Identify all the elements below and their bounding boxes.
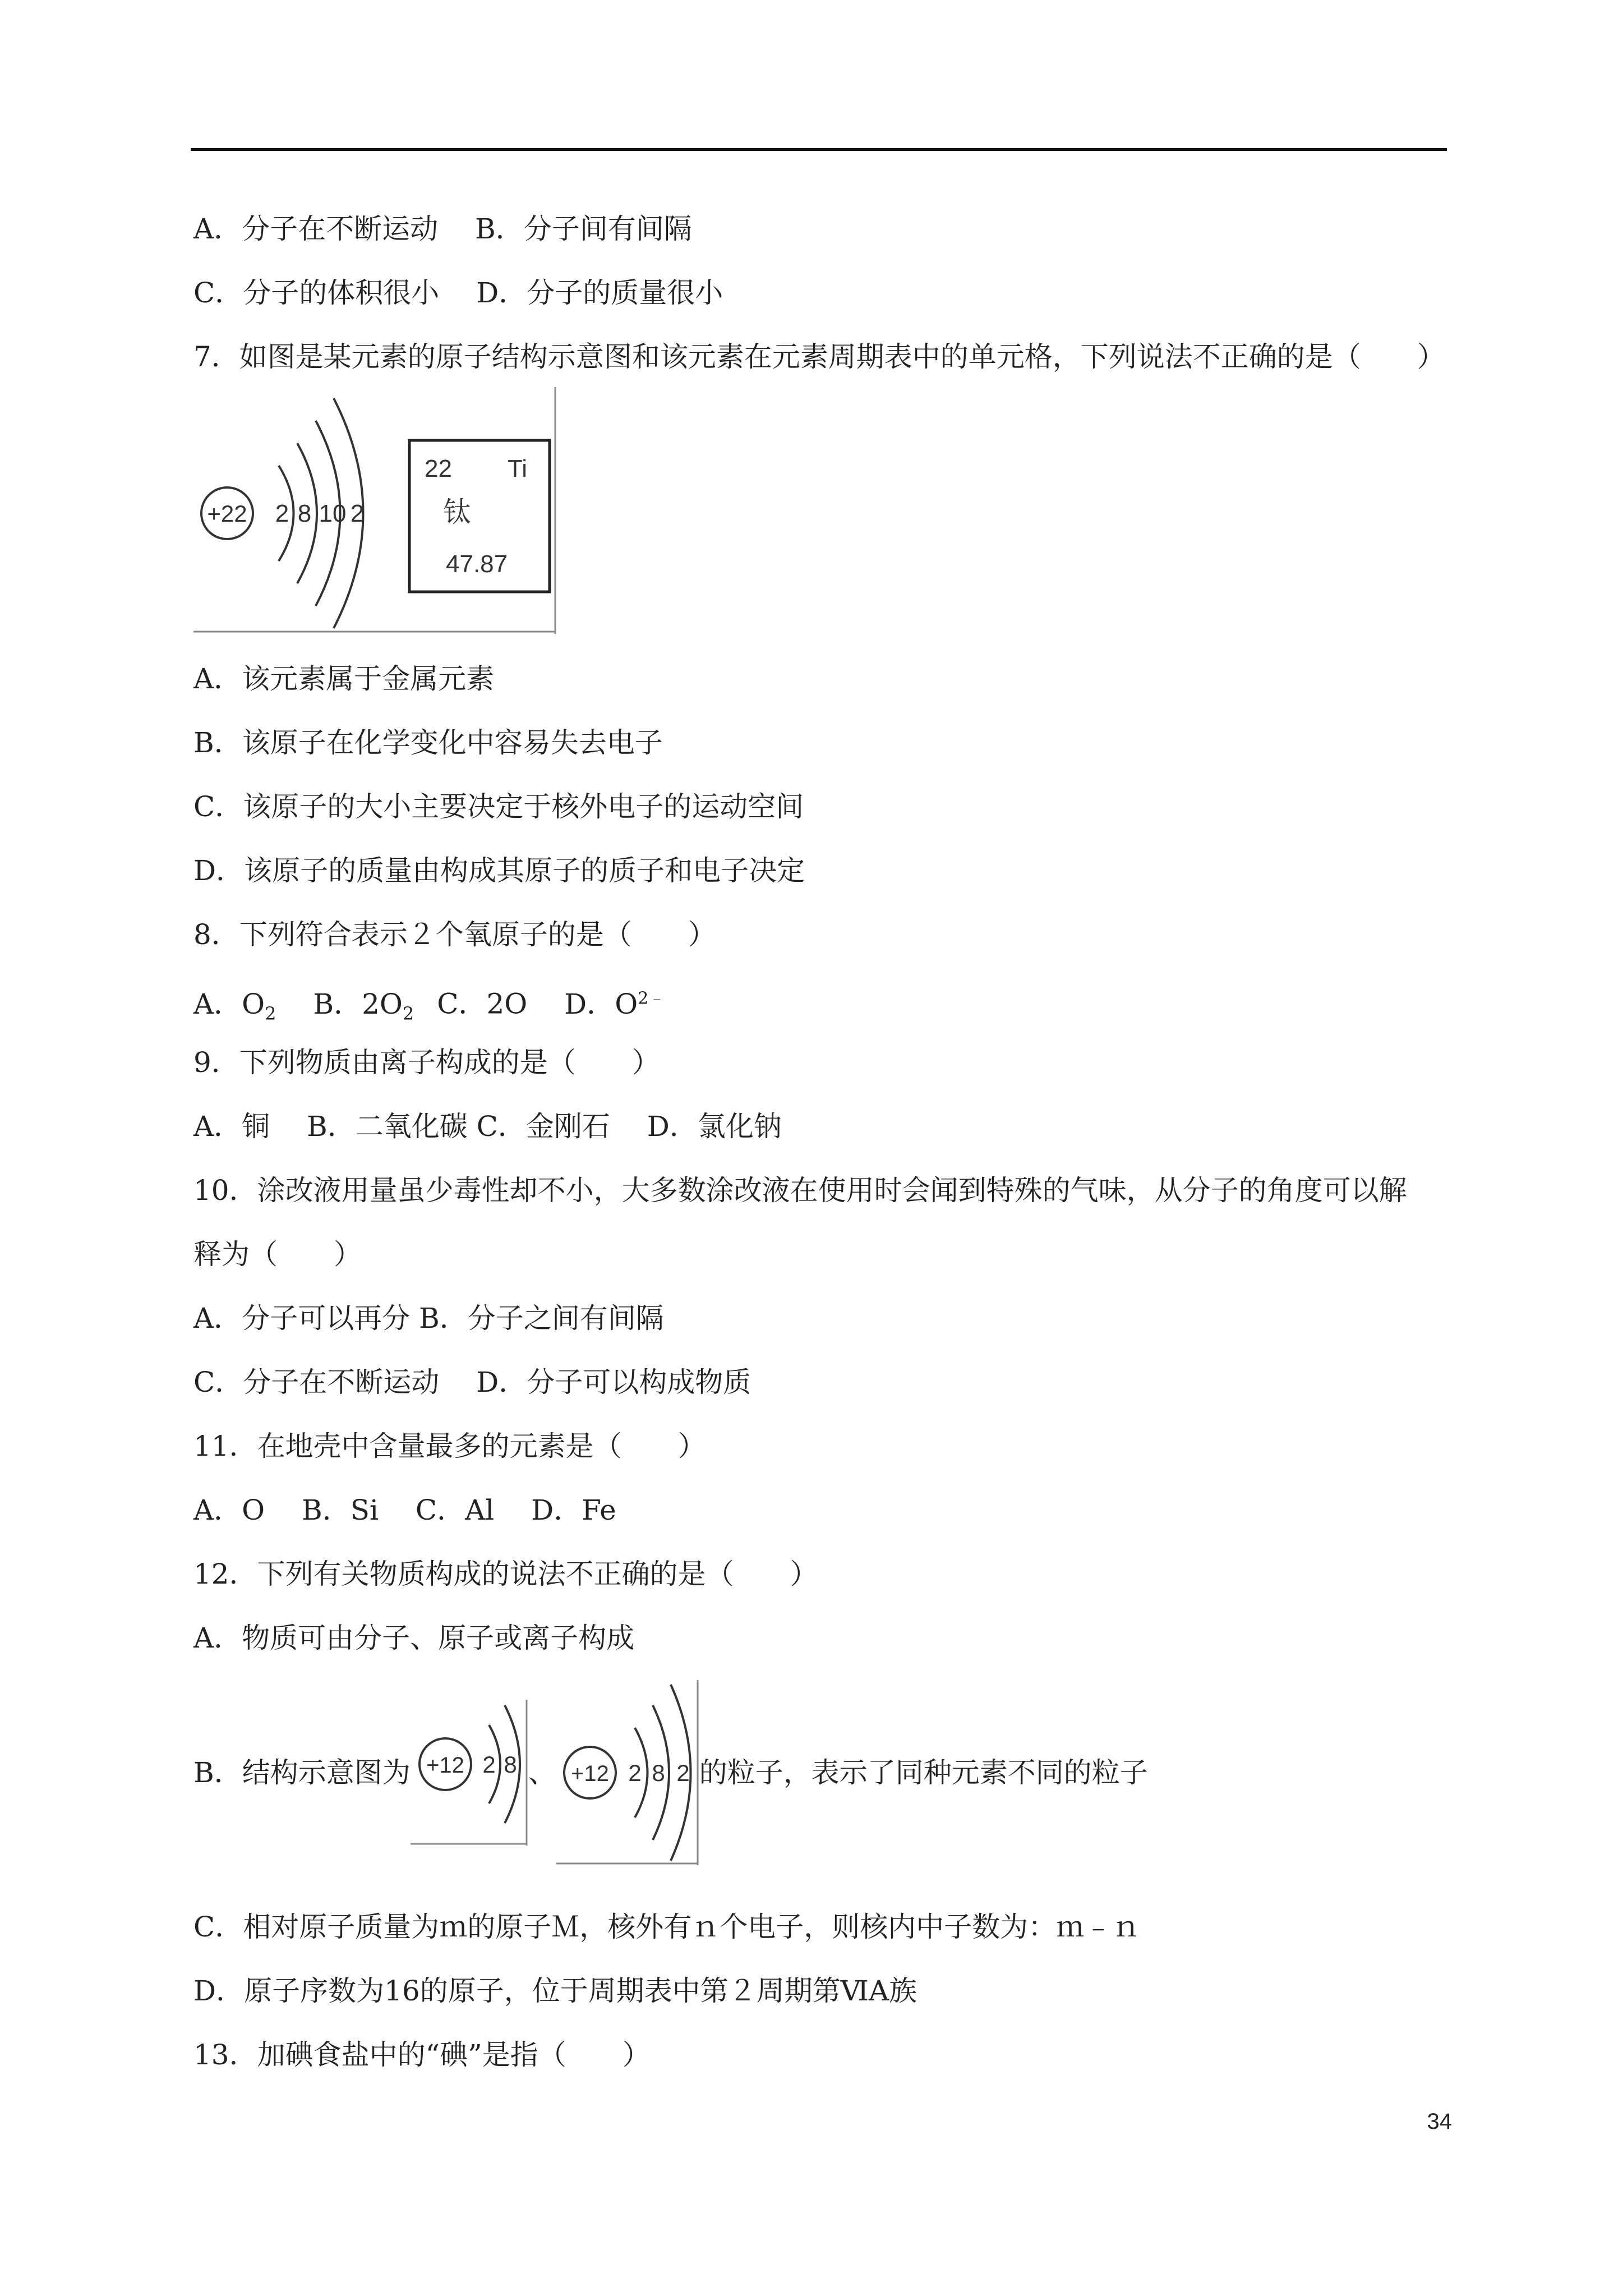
- q7-option-b: B．该原子在化学变化中容易失去电子: [193, 726, 663, 759]
- header-rule: [191, 148, 1447, 151]
- q12-option-b: [193, 1680, 1148, 1865]
- q12-option-c: C．相对原子质量为ｍ的原子Ｍ，核外有ｎ个电子，则核内中子数为：ｍ﹣ｎ: [193, 1911, 1141, 1943]
- shell-count: 8: [504, 1751, 517, 1778]
- q7-option-d: D．该原子的质量由构成其原子的质子和电子决定: [193, 854, 805, 887]
- q8-option-d: D．$O^{2﹣}$: [564, 987, 666, 1020]
- shell-count: 2: [275, 500, 289, 527]
- shell-count: 8: [652, 1760, 665, 1786]
- q10-options-cd: C．分子在不断运动 D．分子可以构成物质: [193, 1366, 751, 1398]
- q12b-prefix: B．结构示意图为: [193, 1756, 411, 1789]
- q9-options: A．铜 B．二氧化碳 C．金刚石 D．氯化钠: [193, 1110, 782, 1143]
- q11-options: A．O B．Si C．Al D．Fe: [193, 1494, 616, 1526]
- q8-option-a: A．$O_2$: [193, 987, 276, 1024]
- q12-option-d: D．原子序数为16的原子，位于周期表中第２周期第ⅥA族: [193, 1975, 917, 2007]
- q7-option-a: A．该元素属于金属元素: [193, 662, 495, 695]
- atomic-mass: 47.87: [446, 550, 508, 578]
- q12b-suffix: 的粒子，表示了同种元素不同的粒子: [699, 1756, 1148, 1789]
- atomic-number: 22: [425, 455, 452, 482]
- q7-stem: 7．如图是某元素的原子结构示意图和该元素在元素周期表中的单元格，下列说法不正确的是（ ）: [193, 341, 1445, 373]
- shell-count: 10: [319, 500, 347, 527]
- magnesium-ion-diagram: [411, 1700, 528, 1846]
- magnesium-atom-diagram: [556, 1680, 699, 1865]
- q6-options-cd: C．分子的体积很小 D．分子的质量很小: [193, 277, 723, 309]
- q9-stem: 9．下列物质由离子构成的是（ ）: [193, 1046, 660, 1079]
- element-name: 钛: [443, 496, 471, 528]
- q10-stem-cont: 释为（ ）: [193, 1238, 362, 1271]
- q10-stem: 10．涂改液用量虽少毒性却不小，大多数涂改液在使用时会闻到特殊的气味，从分子的角度可以解: [193, 1174, 1407, 1207]
- periodic-table-cell: [409, 440, 550, 592]
- shell-count: 8: [297, 500, 312, 527]
- q12b-separator: 、: [528, 1756, 556, 1789]
- shell-count: 2: [628, 1760, 642, 1786]
- nucleus-charge: +12: [426, 1753, 464, 1778]
- q7-option-c: C．该原子的大小主要决定于核外电子的运动空间: [193, 790, 804, 823]
- q8-options: [193, 982, 665, 1030]
- q10-options-ab: A．分子可以再分 B．分子之间有间隔: [193, 1302, 664, 1335]
- shell-count: 2: [676, 1760, 690, 1786]
- titanium-atom-diagram: [201, 398, 364, 628]
- q8-option-b: B．$2O_2$: [313, 987, 414, 1024]
- element-symbol: Ti: [508, 455, 528, 482]
- shell-count: 2: [350, 500, 365, 527]
- q12-option-a: A．物质可由分子、原子或离子构成: [193, 1622, 635, 1654]
- q6-options-ab: A．分子在不断运动 B．分子间有间隔: [193, 213, 692, 245]
- shell-count: 2: [482, 1751, 496, 1778]
- nucleus-charge: +22: [207, 500, 247, 527]
- titanium-figure: [193, 387, 558, 634]
- q12-stem: 12．下列有关物质构成的说法不正确的是（ ）: [193, 1558, 818, 1590]
- q11-stem: 11．在地壳中含量最多的元素是（ ）: [193, 1430, 706, 1462]
- q8-stem: 8．下列符合表示２个氧原子的是（ ）: [193, 918, 716, 951]
- page-number: 34: [1427, 2109, 1452, 2134]
- nucleus-charge: +12: [570, 1761, 609, 1786]
- q8-option-c: C．2O: [437, 987, 528, 1020]
- q13-stem: 13．加碘食盐中的“碘”是指（ ）: [193, 2039, 651, 2071]
